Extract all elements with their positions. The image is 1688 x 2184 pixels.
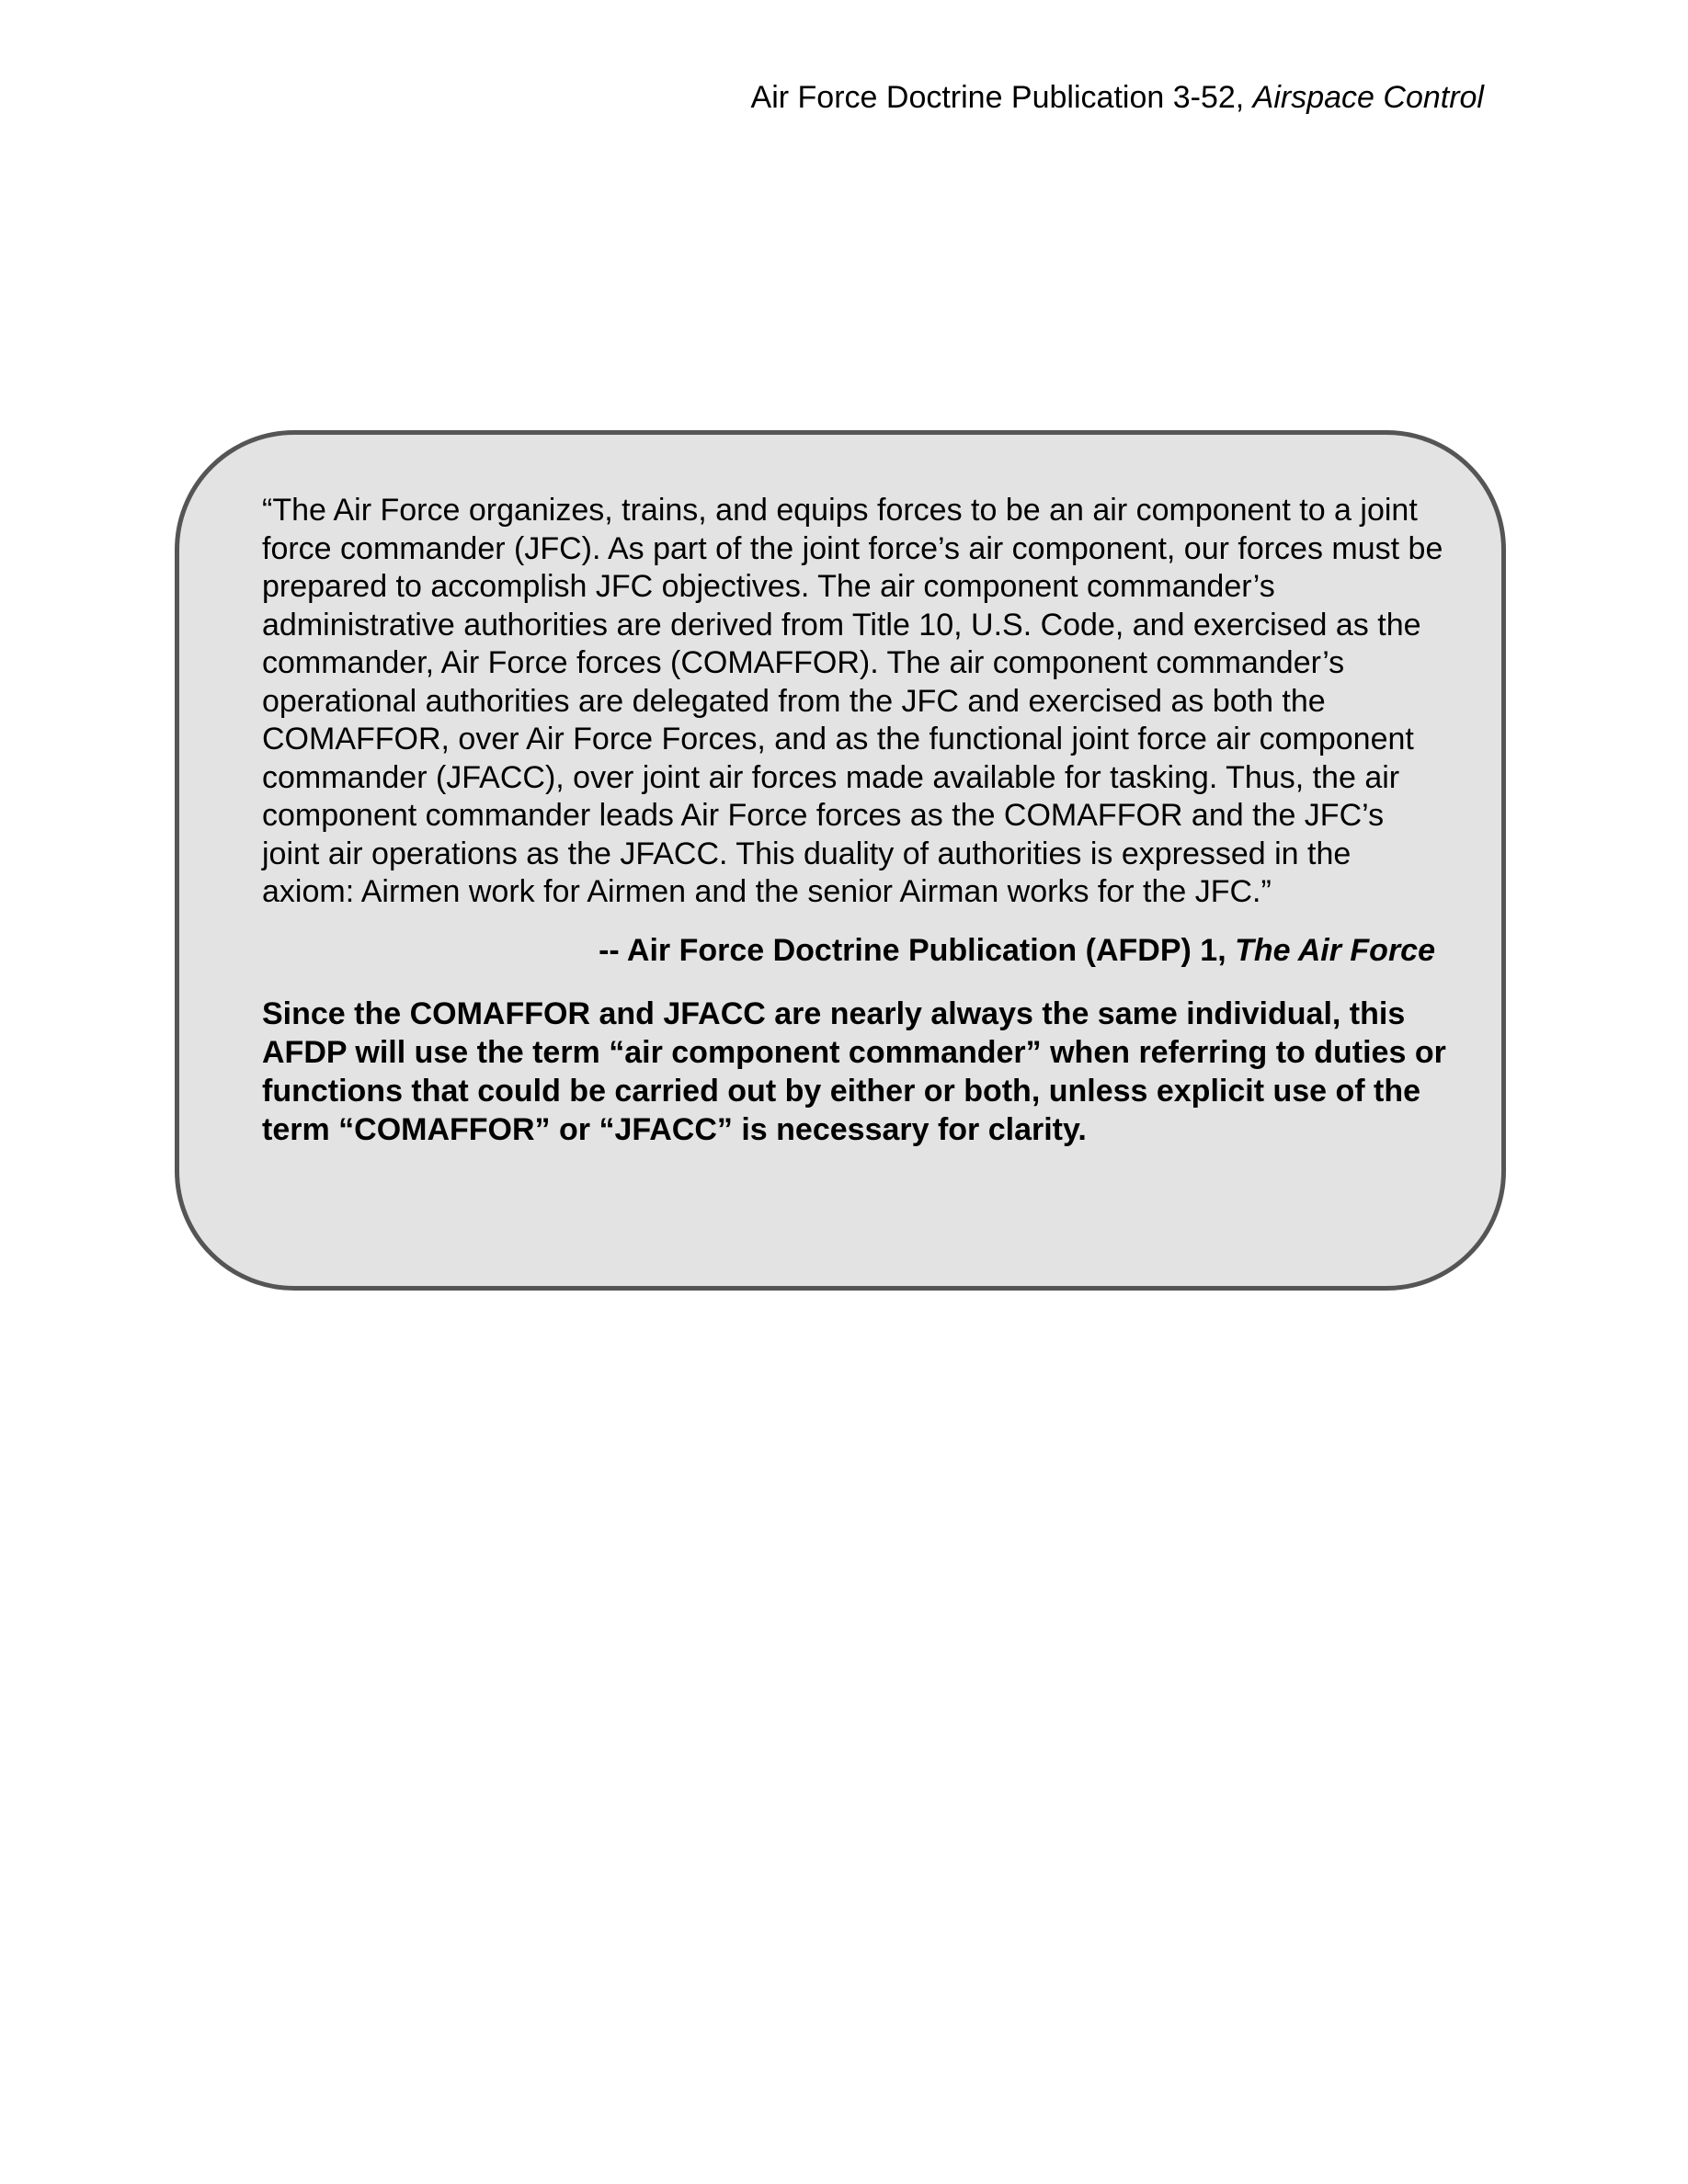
header-publication: Air Force Doctrine Publication 3-52, (750, 80, 1253, 115)
callout-content (262, 492, 1448, 1149)
attribution-source: -- Air Force Doctrine Publication (AFDP) 1, (599, 932, 1236, 968)
attribution-title: The Air Force (1235, 932, 1435, 968)
terminology-note: Since the COMAFFOR and JFACC are nearly always the same individual, this AFDP will use the term “air component commander” when referring to duties or functions that could be carried out by either or both, unless explicit use of the term “COMAFFOR” or “JFACC” is necessary for clarity. (262, 995, 1446, 1147)
quote-attribution (262, 930, 1448, 971)
header-publication-title: Airspace Control (1252, 80, 1484, 115)
quote-callout-box (175, 430, 1506, 1291)
running-header (751, 77, 1484, 118)
quote-text: “The Air Force organizes, trains, and equips forces to be an air component to a joint force commander (JFC). As part of the joint force’s air component, our forces must be prepared to accomplish JFC objectives. The air component commander’s administrative authorities are derived from Title 10, U.S. Code, and exercised as the commander, Air Force forces (COMAFFOR). The air component commander’s operational authorities are delegated from the JFC and exercised as both the COMAFFOR, over Air Force Forces, and as the functional joint force air component commander (JFACC), over joint air forces made available for tasking. Thus, the air component commander leads Air Force forces as the COMAFFOR and the JFC’s joint air operations as the JFACC. This duality of authorities is expressed in the axiom: Airmen work for Airmen and the senior Airman works for the JFC.” (262, 493, 1443, 909)
